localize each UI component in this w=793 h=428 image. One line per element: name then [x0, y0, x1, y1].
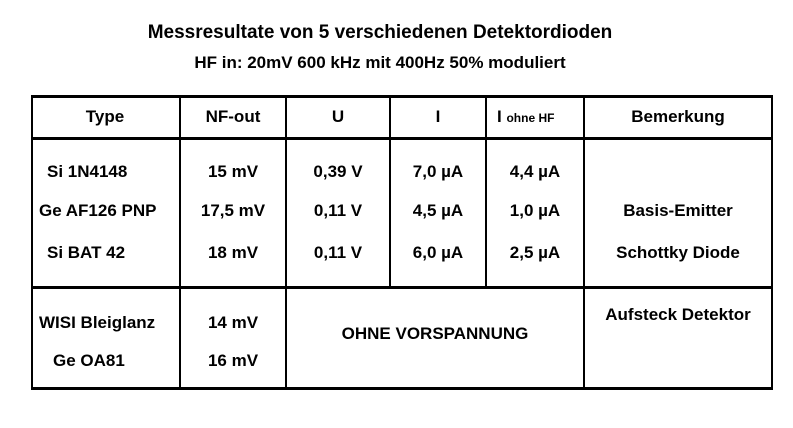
row-2-u: 0,11 V — [313, 201, 363, 220]
table-border-bottom — [31, 387, 773, 390]
row-1-i-ohne-hf: 4,4 µA — [509, 162, 561, 181]
results-table — [31, 95, 773, 390]
table-border-top — [31, 95, 773, 98]
header-i-ohne-hf — [497, 107, 554, 127]
row-1-type: Si 1N4148 — [47, 162, 128, 181]
row-1-u: 0,39 V — [313, 162, 363, 181]
page-title: Messresultate von 5 verschiedenen Detektordioden — [147, 22, 613, 43]
lower-remark: Aufsteck Detektor — [605, 305, 751, 324]
header-u: U — [331, 107, 345, 126]
merged-note: OHNE VORSPANNUNG — [341, 324, 529, 343]
group-separator — [31, 286, 773, 289]
row-2-i-ohne-hf: 1,0 µA — [509, 201, 561, 220]
row-2-i: 4,5 µA — [412, 201, 464, 220]
row-1-nf-out: 15 mV — [207, 162, 259, 181]
row-3-nf-out: 18 mV — [207, 243, 259, 262]
row-4-type: WISI Bleiglanz — [39, 313, 156, 332]
header-type: Type — [85, 107, 125, 126]
row-2-type: Ge AF126 PNP — [39, 201, 157, 220]
page-subtitle: HF in: 20mV 600 kHz mit 400Hz 50% moduliert — [194, 53, 566, 72]
row-3-u: 0,11 V — [313, 243, 363, 262]
table-border-right — [771, 95, 773, 390]
header-separator — [31, 137, 773, 140]
header-i: I — [435, 107, 441, 126]
row-3-i-ohne-hf: 2,5 µA — [509, 243, 561, 262]
row-1-i: 7,0 µA — [412, 162, 464, 181]
header-i-ohne-hf-main: I — [497, 107, 502, 126]
row-5-nf-out: 16 mV — [207, 351, 259, 370]
row-2-nf-out: 17,5 mV — [200, 201, 266, 220]
row-5-type: Ge OA81 — [53, 351, 125, 370]
row-3-bemerkung: Schottky Diode — [616, 243, 740, 262]
table-border-left — [31, 95, 33, 390]
row-2-bemerkung: Basis-Emitter — [623, 201, 733, 220]
header-i-ohne-hf-sub: ohne HF — [506, 111, 555, 125]
header-nf-out: NF-out — [205, 107, 261, 126]
row-4-nf-out: 14 mV — [207, 313, 259, 332]
row-3-i: 6,0 µA — [412, 243, 464, 262]
row-3-type: Si BAT 42 — [47, 243, 126, 262]
header-bemerkung: Bemerkung — [631, 107, 725, 126]
